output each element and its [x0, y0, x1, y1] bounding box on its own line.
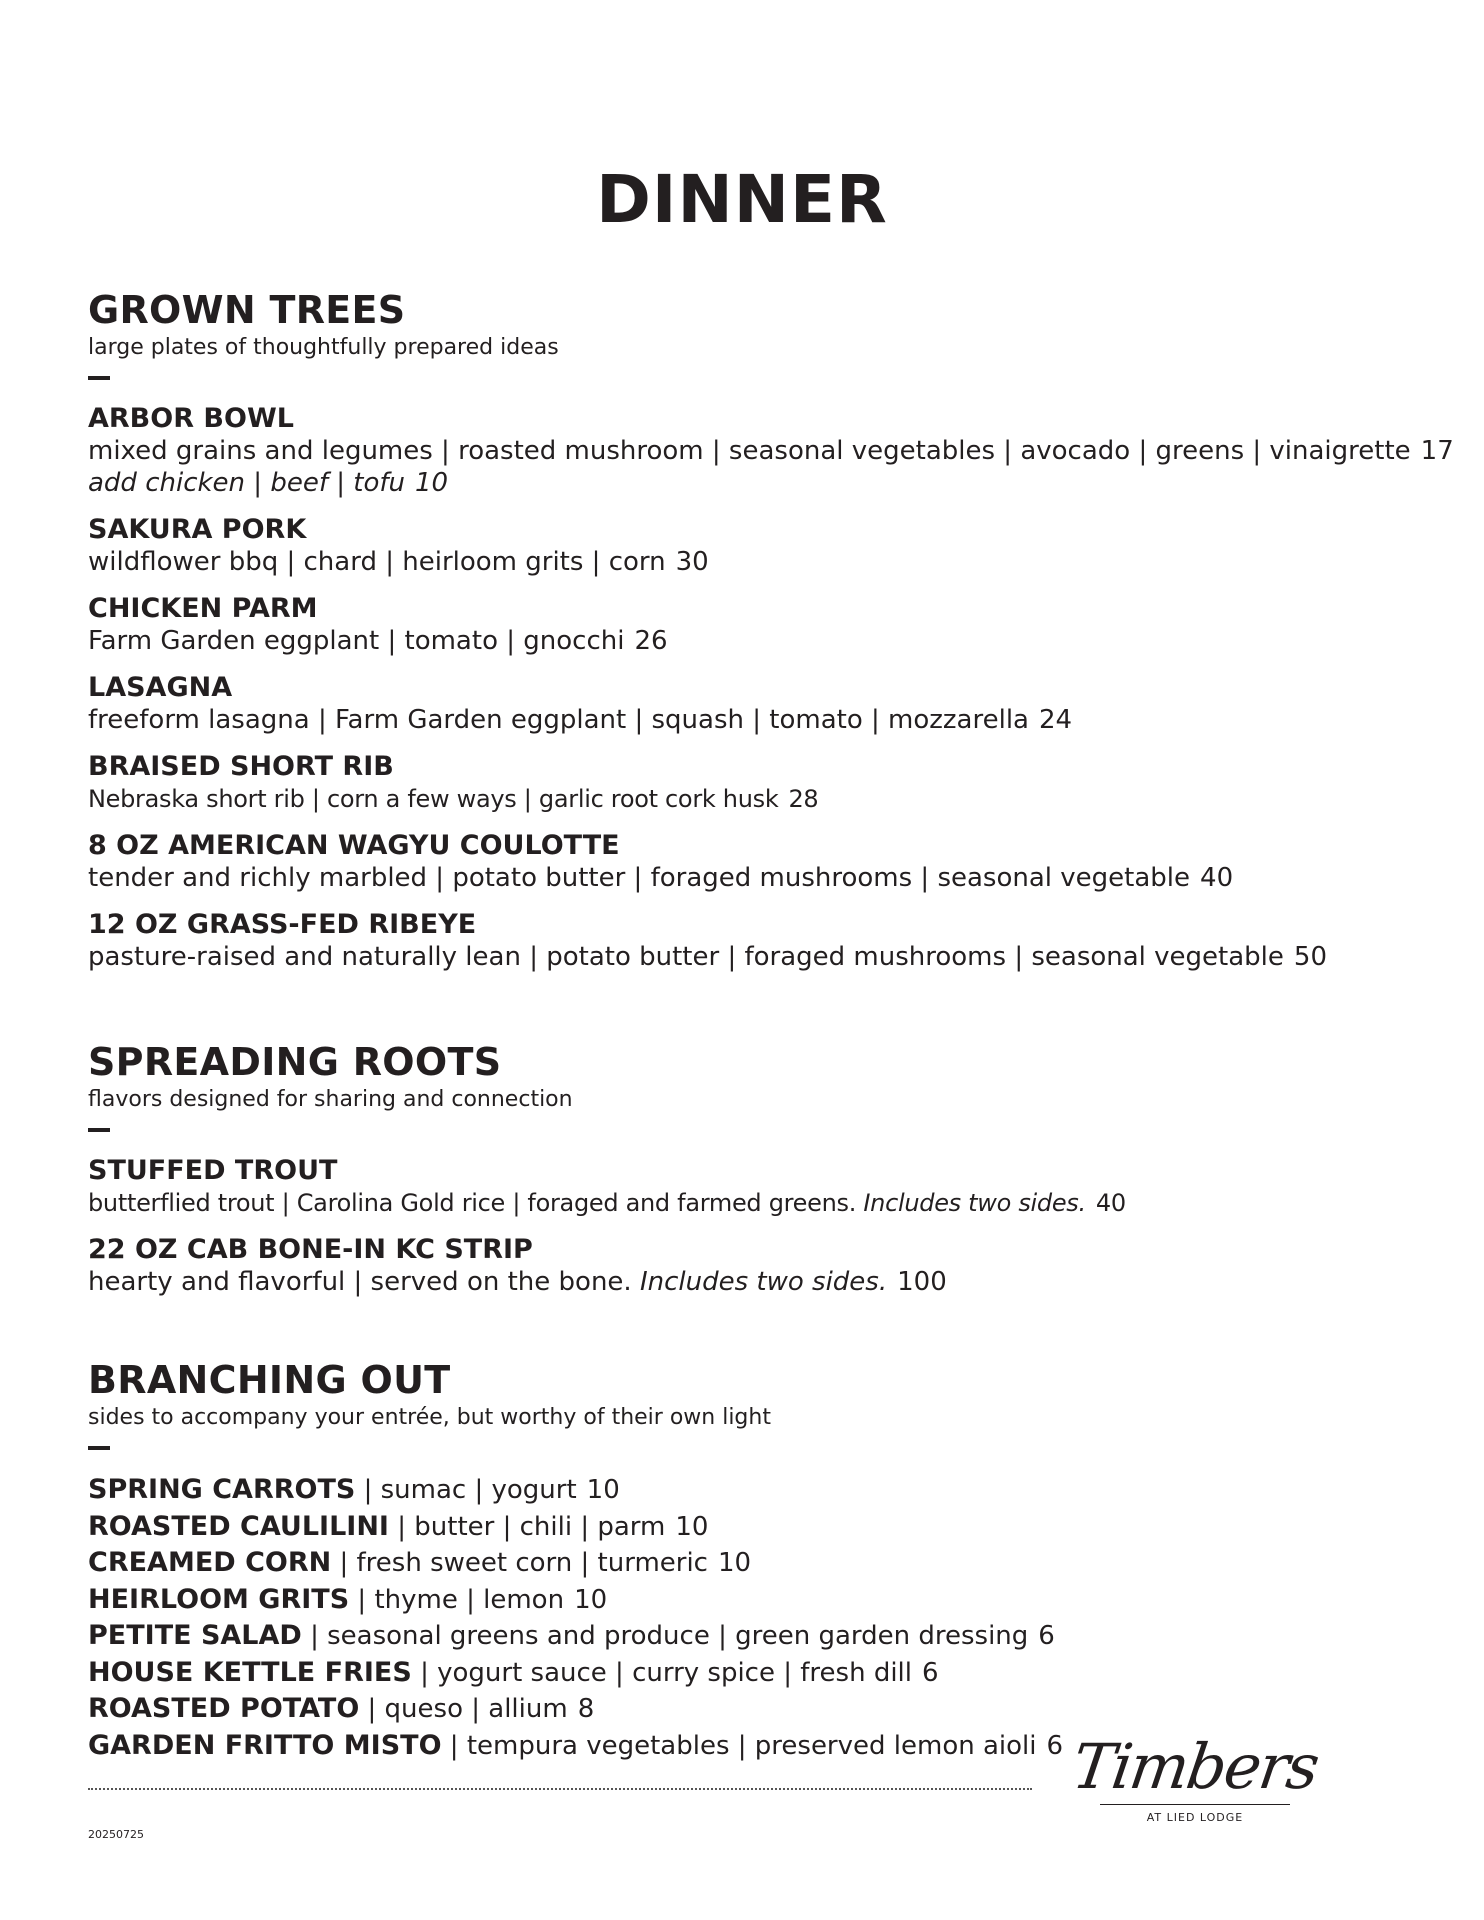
- item-name: CHICKEN PARM: [88, 593, 318, 624]
- footer-divider: [88, 1788, 1032, 1790]
- item-name: 12 OZ GRASS-FED RIBEYE: [88, 909, 477, 940]
- item-price: 30: [675, 547, 709, 577]
- side-item-garden-fritto-misto: GARDEN FRITTO MISTO | tempura vegetables | preserved lemon aioli 6: [88, 1729, 1064, 1761]
- side-item-creamed-corn: CREAMED CORN | fresh sweet corn | turmeric 10: [88, 1547, 752, 1578]
- section-branching-out: [88, 1358, 1408, 1764]
- menu-item-stuffed-trout: [88, 1154, 1408, 1219]
- page-title: DINNER: [596, 161, 888, 238]
- section-dash: [88, 1128, 110, 1132]
- menu-item-ribeye: [88, 908, 1408, 973]
- section-subtitle: flavors designed for sharing and connection: [88, 1087, 573, 1112]
- menu-item-chicken-parm: [88, 592, 1408, 657]
- item-description: tender and richly marbled | potato butter | foraged mushrooms | seasonal vegetable 40: [88, 863, 1234, 893]
- item-price: 40: [1200, 863, 1234, 893]
- footer-code: 20250725: [88, 1828, 144, 1841]
- item-price: 28: [788, 785, 819, 813]
- item-description: pasture-raised and naturally lean | potato butter | foraged mushrooms | seasonal vegetable 50: [88, 942, 1327, 972]
- item-price: 50: [1293, 942, 1327, 972]
- item-price: 100: [897, 1267, 947, 1297]
- item-name: STUFFED TROUT: [88, 1155, 338, 1186]
- side-item-house-kettle-fries: HOUSE KETTLE FRIES | yogurt sauce | curry spice | fresh dill 6: [88, 1656, 939, 1688]
- menu-item-kc-strip: [88, 1233, 1408, 1298]
- item-name: LASAGNA: [88, 672, 233, 703]
- menu-item-arbor-bowl: [88, 402, 1454, 499]
- item-description: butterflied trout | Carolina Gold rice | foraged and farmed greens. Includes two sides. 40: [88, 1189, 1126, 1217]
- section-subtitle: large plates of thoughtfully prepared ideas: [88, 335, 559, 360]
- item-description: freeform lasagna | Farm Garden eggplant | squash | tomato | mozzarella 24: [88, 705, 1073, 735]
- item-name: 22 OZ CAB BONE-IN KC STRIP: [88, 1234, 533, 1265]
- item-addon: add chicken | beef | tofu 10: [88, 468, 449, 498]
- section-heading: SPREADING ROOTS: [88, 1040, 502, 1084]
- side-item-roasted-potato: ROASTED POTATO | queso | allium 8: [88, 1693, 595, 1724]
- side-item-spring-carrots: SPRING CARROTS | sumac | yogurt 10: [88, 1474, 620, 1505]
- item-note: Includes two sides.: [863, 1189, 1086, 1217]
- section-heading: GROWN TREES: [88, 288, 406, 332]
- item-price: 26: [634, 626, 668, 656]
- item-name: 8 OZ AMERICAN WAGYU COULOTTE: [88, 830, 620, 861]
- section-heading: BRANCHING OUT: [88, 1358, 451, 1402]
- menu-item-lasagna: [88, 671, 1408, 736]
- side-item-heirloom-grits: HEIRLOOM GRITS | thyme | lemon 10: [88, 1583, 608, 1615]
- section-grown-trees: [88, 288, 1454, 973]
- sides-list: [88, 1472, 1408, 1764]
- item-description: hearty and flavorful | served on the bone. Includes two sides. 100: [88, 1267, 947, 1297]
- section-dash: [88, 376, 110, 380]
- logo-tagline: AT LIED LODGE: [1146, 1811, 1244, 1824]
- item-description: Nebraska short rib | corn a few ways | garlic root cork husk 28: [88, 785, 819, 813]
- item-description: mixed grains and legumes | roasted mushroom | seasonal vegetables | avocado | greens | vinaigrette 17: [88, 436, 1454, 466]
- side-item-roasted-caulilini: ROASTED CAULILINI | butter | chili | parm 10: [88, 1510, 709, 1542]
- item-name: ARBOR BOWL: [88, 403, 294, 434]
- section-dash: [88, 1446, 110, 1450]
- section-subtitle: sides to accompany your entrée, but worthy of their own light: [88, 1405, 771, 1430]
- item-name: BRAISED SHORT RIB: [88, 751, 394, 782]
- item-description: wildflower bbq | chard | heirloom grits | corn 30: [88, 547, 709, 577]
- addon-price: 10: [415, 468, 449, 498]
- item-name: SAKURA PORK: [88, 514, 307, 545]
- item-price: 40: [1095, 1189, 1126, 1217]
- logo-wordmark: Timbers: [1068, 1730, 1323, 1803]
- item-price: 24: [1038, 705, 1073, 735]
- item-note: Includes two sides.: [639, 1267, 888, 1297]
- menu-item-wagyu-coulotte: [88, 829, 1408, 894]
- section-spreading-roots: [88, 1040, 1408, 1298]
- menu-item-sakura-pork: [88, 513, 1408, 578]
- item-description: Farm Garden eggplant | tomato | gnocchi 26: [88, 626, 668, 656]
- item-price: 17: [1420, 436, 1454, 466]
- timbers-logo: [1068, 1730, 1323, 1824]
- side-item-petite-salad: PETITE SALAD | seasonal greens and produce | green garden dressing 6: [88, 1620, 1055, 1651]
- menu-item-braised-short-rib: [88, 750, 1408, 815]
- logo-rule: [1100, 1804, 1290, 1805]
